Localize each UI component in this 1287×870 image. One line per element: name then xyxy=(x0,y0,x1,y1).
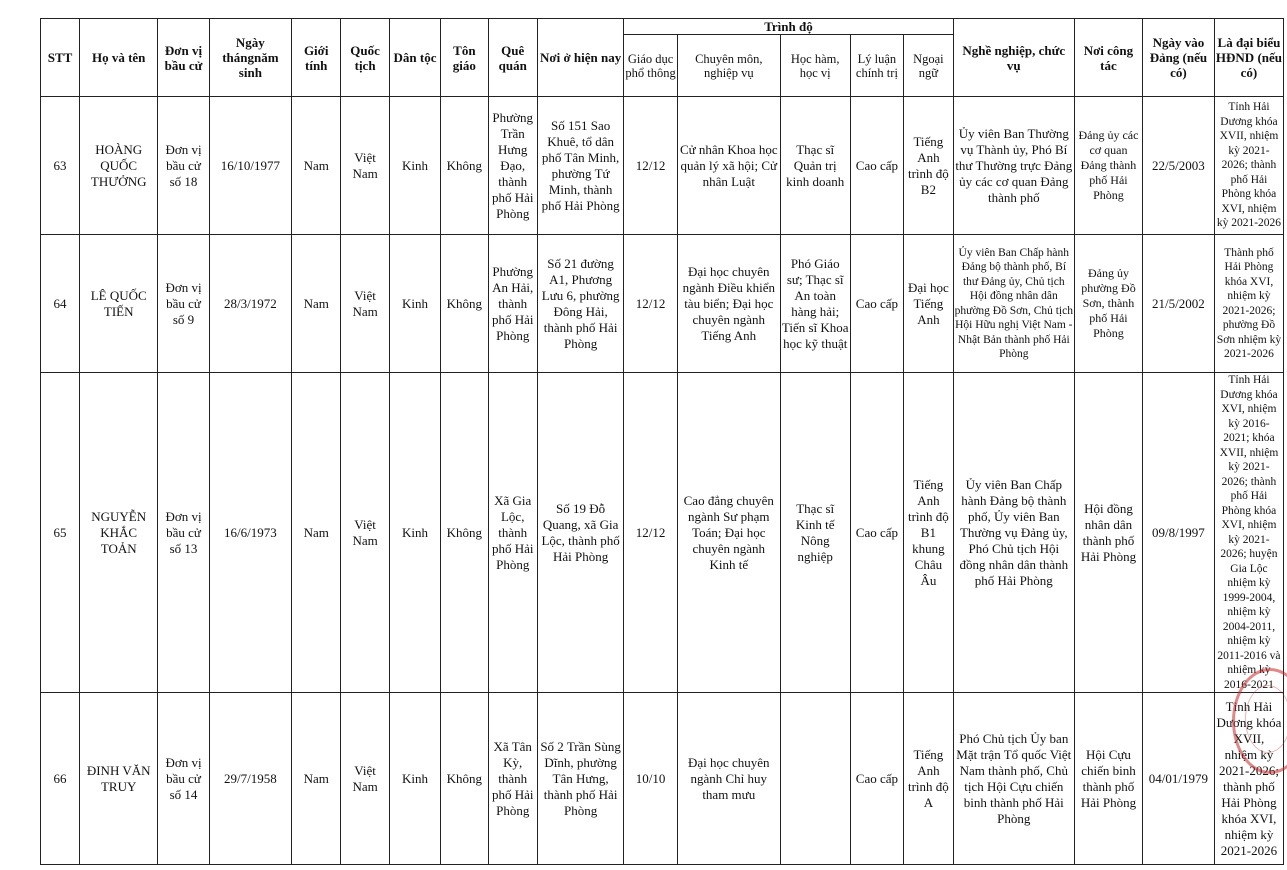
header-education-group: Trình độ xyxy=(624,19,953,35)
cell-ethnicity: Kinh xyxy=(389,235,440,373)
cell-workplace: Hội đồng nhân dân thành phố Hải Phòng xyxy=(1075,373,1143,693)
cell-academic xyxy=(780,693,850,865)
cell-nationality: Việt Nam xyxy=(341,693,389,865)
cell-workplace: Đảng ủy các cơ quan Đảng thành phố Hải Phòng xyxy=(1075,97,1143,235)
table-row xyxy=(41,373,1284,693)
cell-professional: Đại học chuyên ngành Điều khiển tàu biển; Đại học chuyên ngành Tiếng Anh xyxy=(677,235,780,373)
header-occupation: Nghề nghiệp, chức vụ xyxy=(953,19,1074,97)
cell-occupation: Ủy viên Ban Thường vụ Thành ủy, Phó Bí thư Thường trực Đảng ủy các cơ quan Đảng thành phố xyxy=(953,97,1074,235)
cell-unit: Đơn vị bầu cử số 13 xyxy=(158,373,209,693)
header-academic: Học hàm, học vị xyxy=(780,35,850,97)
table-row xyxy=(41,235,1284,373)
cell-academic: Thạc sĩ Quản trị kinh doanh xyxy=(780,97,850,235)
candidate-table-sheet xyxy=(40,18,1284,865)
cell-workplace: Hội Cựu chiến binh thành phố Hải Phòng xyxy=(1075,693,1143,865)
cell-council: Tỉnh Hải Dương khóa XVII, nhiệm kỳ 2021-2026; thành phố Hải Phòng khóa XVI, nhiệm kỳ 2021-2026 xyxy=(1214,97,1283,235)
table-row xyxy=(41,97,1284,235)
cell-religion: Không xyxy=(441,373,488,693)
cell-language: Tiếng Anh trình độ A xyxy=(904,693,953,865)
cell-council: Thành phố Hải Phòng khóa XVI, nhiệm kỳ 2021-2026; phường Đồ Sơn nhiệm kỳ 2021-2026 xyxy=(1214,235,1283,373)
cell-dob: 16/10/1977 xyxy=(209,97,291,235)
cell-general-edu: 12/12 xyxy=(624,235,678,373)
header-hometown: Quê quán xyxy=(488,19,537,97)
header-language: Ngoại ngữ xyxy=(904,35,953,97)
cell-ethnicity: Kinh xyxy=(389,97,440,235)
header-party-date: Ngày vào Đảng (nếu có) xyxy=(1142,19,1214,97)
header-unit: Đơn vị bầu cử xyxy=(158,19,209,97)
cell-ethnicity: Kinh xyxy=(389,373,440,693)
cell-language: Đại học Tiếng Anh xyxy=(904,235,953,373)
cell-religion: Không xyxy=(441,693,488,865)
cell-general-edu: 12/12 xyxy=(624,373,678,693)
cell-general-edu: 10/10 xyxy=(624,693,678,865)
cell-stt: 63 xyxy=(41,97,80,235)
cell-nationality: Việt Nam xyxy=(341,97,389,235)
header-political: Lý luận chính trị xyxy=(850,35,904,97)
cell-unit: Đơn vị bầu cử số 9 xyxy=(158,235,209,373)
cell-unit: Đơn vị bầu cử số 18 xyxy=(158,97,209,235)
cell-party-date: 04/01/1979 xyxy=(1142,693,1214,865)
cell-language: Tiếng Anh trình độ B2 xyxy=(904,97,953,235)
cell-academic: Thạc sĩ Kinh tế Nông nghiệp xyxy=(780,373,850,693)
cell-party-date: 21/5/2002 xyxy=(1142,235,1214,373)
header-professional: Chuyên môn, nghiệp vụ xyxy=(677,35,780,97)
header-council: Là đại biểu HĐND (nếu có) xyxy=(1214,19,1283,97)
cell-gender: Nam xyxy=(292,373,341,693)
cell-workplace: Đảng ủy phường Đồ Sơn, thành phố Hải Phòng xyxy=(1075,235,1143,373)
cell-hometown: Phường Trần Hưng Đạo, thành phố Hải Phòng xyxy=(488,97,537,235)
cell-occupation: Phó Chủ tịch Ủy ban Mặt trận Tổ quốc Việt Nam thành phố, Chủ tịch Hội Cựu chiến binh thành phố Hải Phòng xyxy=(953,693,1074,865)
header-ethnicity: Dân tộc xyxy=(389,19,440,97)
cell-hometown: Xã Tân Kỳ, thành phố Hải Phòng xyxy=(488,693,537,865)
cell-occupation: Ủy viên Ban Chấp hành Đảng bộ thành phố, Bí thư Đảng ủy, Chủ tịch Hội đồng nhân dân phường Đồ Sơn, Chủ tịch Hội Hữu nghị Việt Nam - Nhật Bản thành phố Hải Phòng xyxy=(953,235,1074,373)
header-general-edu: Giáo dục phổ thông xyxy=(624,35,678,97)
cell-gender: Nam xyxy=(292,235,341,373)
cell-residence: Số 21 đường A1, Phương Lưu 6, phường Đông Hải, thành phố Hải Phòng xyxy=(537,235,623,373)
header-workplace: Nơi công tác xyxy=(1075,19,1143,97)
cell-religion: Không xyxy=(441,97,488,235)
cell-dob: 29/7/1958 xyxy=(209,693,291,865)
header-name: Họ và tên xyxy=(80,19,158,97)
cell-general-edu: 12/12 xyxy=(624,97,678,235)
header-gender: Giới tính xyxy=(292,19,341,97)
cell-language: Tiếng Anh trình độ B1 khung Châu Âu xyxy=(904,373,953,693)
cell-nationality: Việt Nam xyxy=(341,373,389,693)
cell-nationality: Việt Nam xyxy=(341,235,389,373)
cell-occupation: Ủy viên Ban Chấp hành Đảng bộ thành phố, Ủy viên Ban Thường vụ Đảng ủy, Phó Chủ tịch Hội đồng nhân dân thành phố Hải Phòng xyxy=(953,373,1074,693)
cell-dob: 28/3/1972 xyxy=(209,235,291,373)
header-nationality: Quốc tịch xyxy=(341,19,389,97)
cell-academic: Phó Giáo sư; Thạc sĩ An toàn hàng hải; Tiến sĩ Khoa học kỹ thuật xyxy=(780,235,850,373)
cell-name: ĐINH VĂN TRUY xyxy=(80,693,158,865)
cell-political: Cao cấp xyxy=(850,235,904,373)
cell-hometown: Xã Gia Lộc, thành phố Hải Phòng xyxy=(488,373,537,693)
cell-stt: 64 xyxy=(41,235,80,373)
header-stt: STT xyxy=(41,19,80,97)
table-row xyxy=(41,693,1284,865)
candidate-table xyxy=(40,18,1284,865)
cell-political: Cao cấp xyxy=(850,373,904,693)
cell-council: Tỉnh Hải Dương khóa XVII, nhiệm kỳ 2021-2026; thành phố Hải Phòng khóa XVI, nhiệm kỳ 2021-2026 xyxy=(1214,693,1283,865)
cell-professional: Cử nhân Khoa học quản lý xã hội; Cử nhân Luật xyxy=(677,97,780,235)
header-dob: Ngày thángnăm sinh xyxy=(209,19,291,97)
cell-council: Tỉnh Hải Dương khóa XVI, nhiệm kỳ 2016-2021; khóa XVII, nhiệm kỳ 2021-2026; thành phố Hải Phòng khóa XVI, nhiệm kỳ 2021-2026; huyện Gia Lộc nhiệm kỳ 1999-2004, nhiệm kỳ 2004-2011, nhiệm kỳ 2011-2016 và nhiệm kỳ 2016-2021 xyxy=(1214,373,1283,693)
cell-gender: Nam xyxy=(292,693,341,865)
cell-residence: Số 151 Sao Khuê, tổ dân phố Tân Minh, phường Tứ Minh, thành phố Hải Phòng xyxy=(537,97,623,235)
header-residence: Nơi ở hiện nay xyxy=(537,19,623,97)
cell-residence: Số 19 Đỗ Quang, xã Gia Lộc, thành phố Hải Phòng xyxy=(537,373,623,693)
cell-name: NGUYỄN KHẮC TOẢN xyxy=(80,373,158,693)
cell-gender: Nam xyxy=(292,97,341,235)
cell-party-date: 09/8/1997 xyxy=(1142,373,1214,693)
cell-name: LÊ QUỐC TIẾN xyxy=(80,235,158,373)
cell-name: HOÀNG QUỐC THƯỞNG xyxy=(80,97,158,235)
cell-party-date: 22/5/2003 xyxy=(1142,97,1214,235)
cell-residence: Số 2 Trần Sùng Dĩnh, phường Tân Hưng, thành phố Hải Phòng xyxy=(537,693,623,865)
cell-dob: 16/6/1973 xyxy=(209,373,291,693)
cell-political: Cao cấp xyxy=(850,97,904,235)
cell-professional: Cao đẳng chuyên ngành Sư phạm Toán; Đại học chuyên ngành Kinh tế xyxy=(677,373,780,693)
cell-professional: Đại học chuyên ngành Chỉ huy tham mưu xyxy=(677,693,780,865)
header-religion: Tôn giáo xyxy=(441,19,488,97)
cell-stt: 66 xyxy=(41,693,80,865)
cell-stt: 65 xyxy=(41,373,80,693)
cell-religion: Không xyxy=(441,235,488,373)
cell-ethnicity: Kinh xyxy=(389,693,440,865)
cell-political: Cao cấp xyxy=(850,693,904,865)
cell-hometown: Phường An Hải, thành phố Hải Phòng xyxy=(488,235,537,373)
cell-unit: Đơn vị bầu cử số 14 xyxy=(158,693,209,865)
